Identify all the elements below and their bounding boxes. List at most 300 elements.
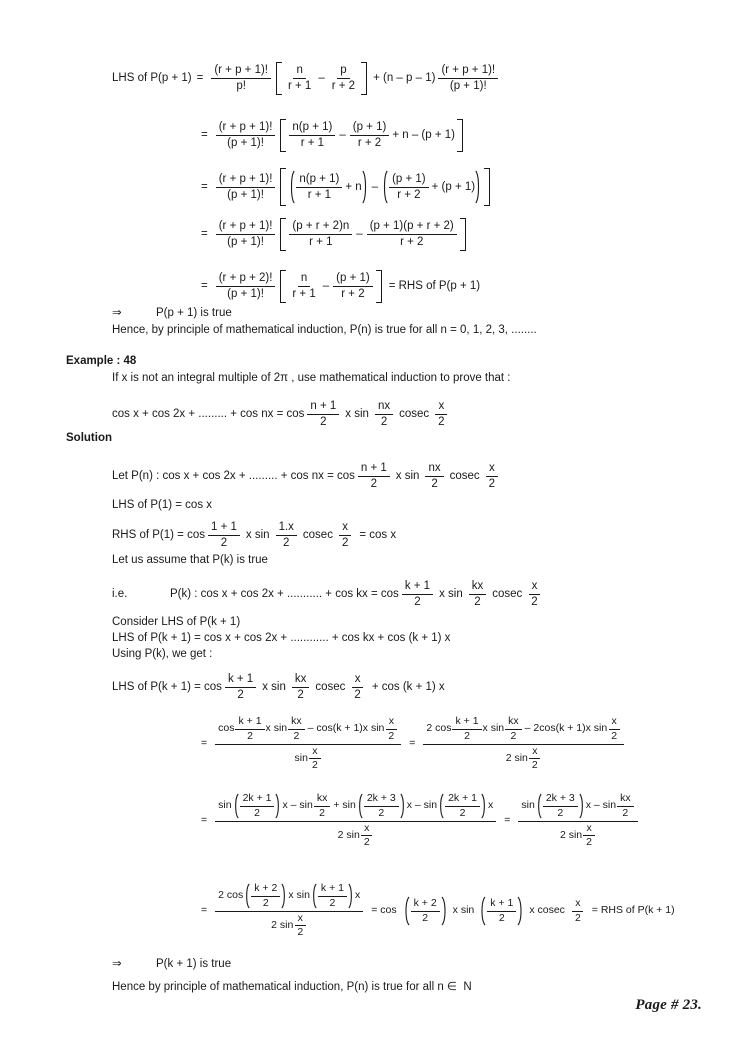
equation-line-1 — [112, 62, 501, 95]
lhs-pk1-lead: LHS of P(k + 1) = cos — [112, 681, 222, 694]
rhs-p1-line — [112, 521, 396, 550]
term-x-minus-sin: x – sin — [282, 799, 313, 812]
numerator: (p + 1)(p + r + 2) — [367, 220, 457, 235]
using-pk-text: Using P(k), we get : — [112, 648, 213, 660]
minus-sign: – — [356, 228, 363, 241]
denominator: 2 — [220, 536, 228, 549]
term-2sin: 2 sin — [337, 828, 360, 841]
fraction-p1-over-r2 — [333, 272, 373, 301]
fraction-prefix — [216, 121, 276, 150]
term-2cos: 2 cos — [426, 722, 452, 735]
compound-fraction-final — [215, 883, 363, 939]
rhs-p1-mid-2: cosec — [302, 529, 333, 542]
bracket-content — [288, 168, 482, 206]
paren-group-1 — [244, 883, 287, 910]
numerator: kx — [314, 793, 331, 807]
denominator: 2 — [414, 595, 421, 608]
fraction-np1-over-r1 — [296, 173, 342, 202]
example-statement — [112, 371, 511, 385]
equals-sign-1: = — [201, 737, 208, 750]
denominator: r + 1 — [307, 188, 332, 201]
paren-right — [481, 793, 487, 819]
equals-sign: = — [201, 228, 208, 241]
numerator: (r + p + 1)! — [438, 64, 498, 79]
fraction-x-over-2 — [339, 521, 351, 550]
fraction-np1-over-r1 — [289, 121, 335, 150]
denominator: 2 — [283, 536, 290, 549]
denominator: (p + 1)! — [227, 287, 264, 300]
paren-right — [281, 883, 287, 909]
denominator: 2 — [354, 688, 361, 701]
equation-step-a — [196, 716, 627, 772]
numerator — [423, 716, 624, 745]
rhs-result: = RHS of P(p + 1) — [388, 280, 481, 293]
numerator: 2k + 3 — [364, 793, 399, 807]
numerator: x — [529, 580, 541, 595]
bracket-left — [280, 119, 286, 152]
claim-mid-2: cosec — [399, 408, 430, 421]
denominator: (p + 1)! — [449, 79, 487, 92]
numerator: n — [298, 272, 310, 287]
fraction-1-plus-1-over-2 — [208, 521, 240, 550]
numerator: kx — [288, 716, 305, 730]
fraction-x-over-2 — [528, 580, 540, 609]
denominator: 2 — [320, 415, 327, 428]
numerator: 2k + 1 — [240, 793, 275, 807]
numerator: x — [309, 746, 320, 760]
equals-sign-2: = — [504, 814, 511, 827]
denominator: 2 — [474, 595, 481, 608]
fraction-x-over-2 — [309, 746, 321, 773]
fraction-x-over-2 — [385, 716, 397, 743]
paren-group-4 — [479, 896, 524, 926]
tail-term: + (n – p – 1) — [373, 72, 436, 85]
term-xsin: x sin — [288, 889, 310, 902]
example-claim-equation — [112, 400, 451, 429]
equals-sign-1: = — [201, 814, 208, 827]
term-xsin: x sin — [452, 904, 475, 917]
bracket-group-1 — [276, 62, 367, 95]
bracket-group-3 — [280, 168, 490, 206]
denominator: 2 — [586, 836, 592, 849]
denominator: 2 — [378, 806, 385, 819]
term-2sin: 2 sin — [505, 751, 528, 764]
fraction-x-over-2 — [486, 462, 498, 491]
denominator — [503, 745, 545, 773]
fraction-k-plus-1-over-2 — [318, 883, 347, 910]
numerator: k + 1 — [487, 898, 516, 912]
plus-n: + n — [345, 180, 362, 193]
denominator: 2 — [459, 806, 466, 819]
paren-group-b — [382, 170, 481, 204]
assume-line — [112, 553, 268, 567]
paren-content — [239, 793, 276, 820]
denominator: 2 — [498, 911, 505, 924]
paren-content — [542, 793, 579, 820]
numerator: p — [337, 64, 349, 79]
numerator: x — [435, 400, 447, 415]
fraction-kx-over-2 — [469, 580, 487, 609]
paren-content — [388, 173, 475, 202]
lhs-p1-text: LHS of P(1) = cos x — [112, 499, 213, 511]
denominator: 2 — [297, 688, 304, 701]
pk-mid-2: cosec — [492, 588, 523, 601]
fraction-2k-plus-3-over-2 — [364, 793, 399, 820]
bracket-right — [376, 270, 382, 303]
numerator: n(p + 1) — [296, 173, 342, 188]
term-xsin: x sin — [265, 722, 288, 735]
paren-right — [400, 793, 406, 819]
lhs-expand-line — [112, 631, 450, 645]
term-x-final: x — [354, 889, 361, 902]
lhs-pk1-line — [112, 673, 445, 702]
equals-sign: = — [201, 129, 208, 142]
bracket-left — [280, 218, 286, 251]
term-2sin: 2 sin — [559, 828, 583, 841]
fraction-kx-over-2 — [292, 673, 310, 702]
numerator: k + 1 — [452, 716, 481, 730]
term-xsin: x sin — [482, 722, 505, 735]
numerator: x — [339, 521, 351, 536]
bracket-group-5 — [280, 270, 381, 303]
paren-content — [295, 173, 361, 202]
equation-line-4 — [196, 218, 468, 251]
numerator: nx — [375, 400, 393, 415]
fraction-k-plus-1-over-2 — [452, 716, 481, 743]
bracket-group-4 — [280, 218, 465, 251]
numerator: (r + p + 1)! — [211, 64, 271, 79]
rhs-p1-tail: = cos x — [359, 529, 397, 542]
fraction-n-over-r1 — [289, 272, 318, 301]
paren-group-2 — [311, 883, 354, 910]
paren-right — [579, 793, 585, 819]
numerator: (r + p + 1)! — [216, 121, 276, 136]
term-sin: sin — [521, 799, 535, 812]
minus-sign: – — [318, 72, 325, 85]
fraction-p1-over-r2 — [389, 173, 429, 202]
implies-line-1 — [112, 306, 232, 320]
numerator: (p + 1) — [389, 173, 429, 188]
numerator: nx — [425, 462, 443, 477]
numerator — [518, 793, 637, 822]
denominator: 2 — [574, 911, 581, 924]
denominator: r + 2 — [400, 235, 424, 248]
numerator: kx — [469, 580, 487, 595]
bracket-content — [284, 62, 359, 95]
term-2sin: 2 sin — [271, 918, 294, 931]
numerator: x — [583, 823, 594, 837]
paren-right — [348, 883, 354, 909]
let-lead: Let P(n) : cos x + cos 2x + ......... + cos nx = cos — [112, 470, 355, 483]
numerator: x — [572, 898, 583, 912]
lhs-p1-line — [112, 498, 212, 512]
pk-mid-1: x sin — [439, 588, 463, 601]
numerator: (p + 1) — [350, 121, 390, 136]
fraction-2k-plus-3-over-2 — [543, 793, 578, 820]
denominator: 2 — [311, 759, 318, 772]
fraction-p-over-r-plus-2 — [329, 64, 358, 93]
fraction-n-plus-1-over-2 — [307, 400, 339, 429]
numerator: n + 1 — [307, 400, 339, 415]
numerator: 2k + 1 — [445, 793, 480, 807]
denominator: 2 — [510, 729, 517, 742]
plus-p1: + (p + 1) — [431, 180, 476, 193]
numerator: 2k + 3 — [543, 793, 578, 807]
term-xcosec: x cosec — [529, 904, 565, 917]
denominator: r + 2 — [331, 79, 356, 92]
equals-sign-2: = — [409, 737, 416, 750]
denominator — [335, 822, 377, 850]
denominator: (p + 1)! — [227, 136, 264, 149]
lhs-pk1-mid-2: cosec — [315, 681, 346, 694]
fraction-2k-plus-1-over-2 — [445, 793, 480, 820]
denominator: (p + 1)! — [227, 188, 264, 201]
numerator: k + 1 — [235, 716, 264, 730]
claim-lead: cos x + cos 2x + ......... + cos nx = cos — [112, 408, 305, 421]
fraction-n-plus-1-over-2 — [358, 462, 390, 491]
fraction-nx-over-2 — [425, 462, 443, 491]
denominator: r + 1 — [309, 235, 333, 248]
claim-mid-1: x sin — [345, 408, 369, 421]
bracket-right — [484, 168, 490, 206]
denominator: 2 — [341, 536, 349, 549]
bracket-content — [288, 119, 455, 152]
numerator — [215, 883, 363, 912]
numerator: (r + p + 1)! — [216, 220, 276, 235]
paren-group-3 — [403, 896, 448, 926]
fraction-1x-over-2 — [276, 521, 297, 550]
fraction-x-over-2 — [351, 673, 363, 702]
numerator — [215, 716, 401, 745]
denominator: r + 1 — [300, 136, 325, 149]
paren-content — [317, 883, 348, 910]
denominator: p! — [236, 79, 246, 92]
fraction-prefix — [216, 173, 276, 202]
denominator: r + 2 — [357, 136, 382, 149]
numerator: x — [352, 673, 364, 688]
denominator: 2 — [431, 477, 438, 490]
numerator: (r + p + 1)! — [216, 173, 276, 188]
minus-sign: – — [322, 280, 330, 293]
term-sin-1: sin — [218, 799, 232, 812]
denominator: 2 — [380, 415, 388, 428]
fraction-p1pr2-over-r2 — [367, 220, 457, 249]
equation-line-3 — [196, 168, 492, 206]
equals-sign-1: = — [201, 904, 208, 917]
lhs-pk1-tail: + cos (k + 1) x — [371, 681, 445, 694]
term-sin: sin — [294, 751, 308, 764]
example-heading: Example : 48 — [66, 355, 137, 367]
denominator: 2 — [247, 729, 253, 742]
paren-group-a — [289, 170, 367, 204]
equation-line-2 — [196, 119, 465, 152]
bracket-left — [276, 62, 282, 95]
denominator: 2 — [293, 729, 300, 742]
rhs-result: = RHS of P(k + 1) — [591, 904, 675, 917]
equation-step-c — [196, 883, 675, 939]
ie-line — [112, 580, 544, 609]
numerator: k + 2 — [411, 898, 440, 912]
fraction-x-over-2 — [572, 898, 584, 925]
fraction-kx-over-2 — [314, 793, 331, 820]
fraction-p1-over-r2 — [350, 121, 390, 150]
denominator: 2 — [464, 729, 470, 742]
ie-label: i.e. — [112, 588, 128, 601]
fraction-kx-over-2 — [288, 716, 305, 743]
equals-sign: = — [196, 72, 204, 85]
consider-text: Consider LHS of P(k + 1) — [112, 616, 241, 628]
numerator: k + 1 — [225, 673, 256, 688]
implies-icon: ⇒ — [112, 958, 122, 970]
denominator — [557, 822, 599, 850]
implies-icon: ⇒ — [112, 307, 122, 319]
solution-heading: Solution — [66, 432, 112, 444]
denominator: 2 — [254, 806, 260, 819]
bracket-right — [457, 119, 463, 152]
term-x-final: x — [488, 799, 494, 812]
paren-left — [479, 896, 486, 926]
numerator: n — [293, 64, 305, 79]
fraction-prn-over-r1 — [289, 220, 352, 249]
hence-statement: Hence, by principle of mathematical induction, P(n) is true for all n = 0, 1, 2, 3, ........ — [112, 324, 537, 336]
equals-cos: = cos — [371, 904, 397, 917]
fraction-x-over-2 — [608, 716, 620, 743]
page-footer: Page # 23. — [635, 997, 702, 1013]
denominator: r + 2 — [341, 287, 365, 300]
denominator: 2 — [388, 729, 395, 742]
compound-fraction-right — [518, 793, 637, 849]
hence-line-1 — [112, 323, 537, 337]
fraction-n-over-r-plus-1 — [285, 64, 314, 93]
statement-text: If x is not an integral multiple of 2π , use mathematical induction to prove that : — [112, 372, 511, 384]
hence-statement: Hence by principle of mathematical induction, P(n) is true for all n ∈ N — [112, 981, 472, 993]
using-pk-line — [112, 647, 212, 661]
fraction-2k-plus-1-over-2 — [240, 793, 275, 820]
compound-fraction-left — [215, 716, 401, 772]
denominator: 2 — [370, 477, 378, 490]
denominator: 2 — [297, 926, 304, 939]
fraction-nx-over-2 — [375, 400, 393, 429]
term-2cos: 2 cos — [218, 889, 244, 902]
fraction-r-p-1-over-p-1-fact — [438, 64, 498, 93]
term-minus-cos: – cos(k + 1)x sin — [307, 722, 385, 735]
bracket-right — [361, 62, 367, 95]
paren-content — [486, 898, 517, 925]
denominator: 2 — [438, 415, 445, 428]
compound-fraction-right — [423, 716, 624, 772]
fraction-kx-over-2 — [617, 793, 634, 820]
fraction-k-plus-1-over-2 — [402, 580, 433, 609]
denominator: r + 2 — [397, 188, 421, 201]
term-x-minus-sin: x – sin — [585, 799, 617, 812]
term-x-minus-sin-2: x – sin — [406, 799, 438, 812]
equation-step-b — [196, 793, 641, 849]
bracket-right — [460, 218, 466, 251]
assume-text: Let us assume that P(k) is true — [112, 554, 268, 566]
pk-lead: P(k) : cos x + cos 2x + ........... + cos kx = cos — [170, 588, 399, 601]
numerator: n + 1 — [358, 462, 390, 477]
numerator: kx — [505, 716, 522, 730]
bracket-group-2 — [280, 119, 463, 152]
numerator — [215, 793, 496, 822]
denominator: 2 — [363, 836, 370, 849]
numerator: x — [361, 823, 372, 837]
lhs-pk1-mid-1: x sin — [262, 681, 286, 694]
numerator: k + 1 — [402, 580, 433, 595]
numerator: (r + p + 2)! — [216, 272, 276, 287]
bracket-left — [280, 168, 286, 206]
fraction-prefix — [216, 220, 276, 249]
fraction-r-p-1-over-p-fact — [211, 64, 271, 93]
fraction-k-plus-1-over-2 — [235, 716, 264, 743]
paren-right — [475, 170, 481, 204]
denominator — [268, 912, 310, 940]
equals-sign: = — [201, 280, 208, 293]
fraction-k-plus-2-over-2 — [411, 898, 440, 925]
paren-right — [517, 896, 524, 926]
consider-line — [112, 615, 240, 629]
fraction-x-over-2 — [294, 913, 306, 940]
paren-content — [363, 793, 400, 820]
rhs-p1-mid-1: x sin — [245, 529, 270, 542]
denominator: (p + 1)! — [227, 235, 264, 248]
paren-group-3 — [438, 793, 487, 820]
paren-group-1 — [233, 793, 282, 820]
fraction-k-plus-1-over-2 — [225, 673, 256, 702]
numerator: n(p + 1) — [289, 121, 335, 136]
rhs-p1-lead: RHS of P(1) = cos — [112, 529, 205, 542]
fraction-x-over-2 — [361, 823, 373, 850]
numerator: kx — [617, 793, 634, 807]
fraction-k-plus-1-over-2 — [487, 898, 516, 925]
fraction-k-plus-2-over-2 — [251, 883, 280, 910]
bracket-left — [280, 270, 286, 303]
numerator: x — [529, 746, 540, 760]
numerator: x — [295, 913, 306, 927]
numerator: k + 2 — [251, 883, 280, 897]
paren-right — [362, 170, 368, 204]
equals-sign: = — [201, 180, 208, 193]
numerator: x — [386, 716, 397, 730]
compound-fraction-left — [215, 793, 496, 849]
implies-statement: P(k + 1) is true — [156, 958, 232, 970]
bracket-content — [288, 270, 373, 303]
numerator: k + 1 — [318, 883, 347, 897]
denominator: 2 — [557, 806, 564, 819]
denominator: 2 — [531, 595, 538, 608]
minus-sign: – — [339, 129, 346, 142]
numerator: 1.x — [276, 521, 297, 536]
paren-right — [441, 896, 448, 926]
fraction-x-over-2 — [529, 746, 541, 773]
implies-line-2 — [112, 957, 231, 971]
hence-line-2 — [112, 980, 472, 994]
denominator: 2 — [262, 896, 269, 909]
numerator: (p + r + 2)n — [289, 220, 352, 235]
denominator: r + 1 — [288, 79, 312, 92]
numerator: (p + 1) — [333, 272, 373, 287]
numerator: kx — [292, 673, 310, 688]
equation-line-5 — [196, 270, 480, 303]
paren-group-2 — [357, 793, 406, 820]
fraction-kx-over-2 — [505, 716, 522, 743]
let-mid-1: x sin — [395, 470, 420, 483]
let-mid-2: cosec — [449, 470, 480, 483]
fraction-x-over-2 — [435, 400, 447, 429]
paren-left — [403, 896, 410, 926]
paren-content — [444, 793, 481, 820]
denominator: 2 — [329, 896, 336, 909]
